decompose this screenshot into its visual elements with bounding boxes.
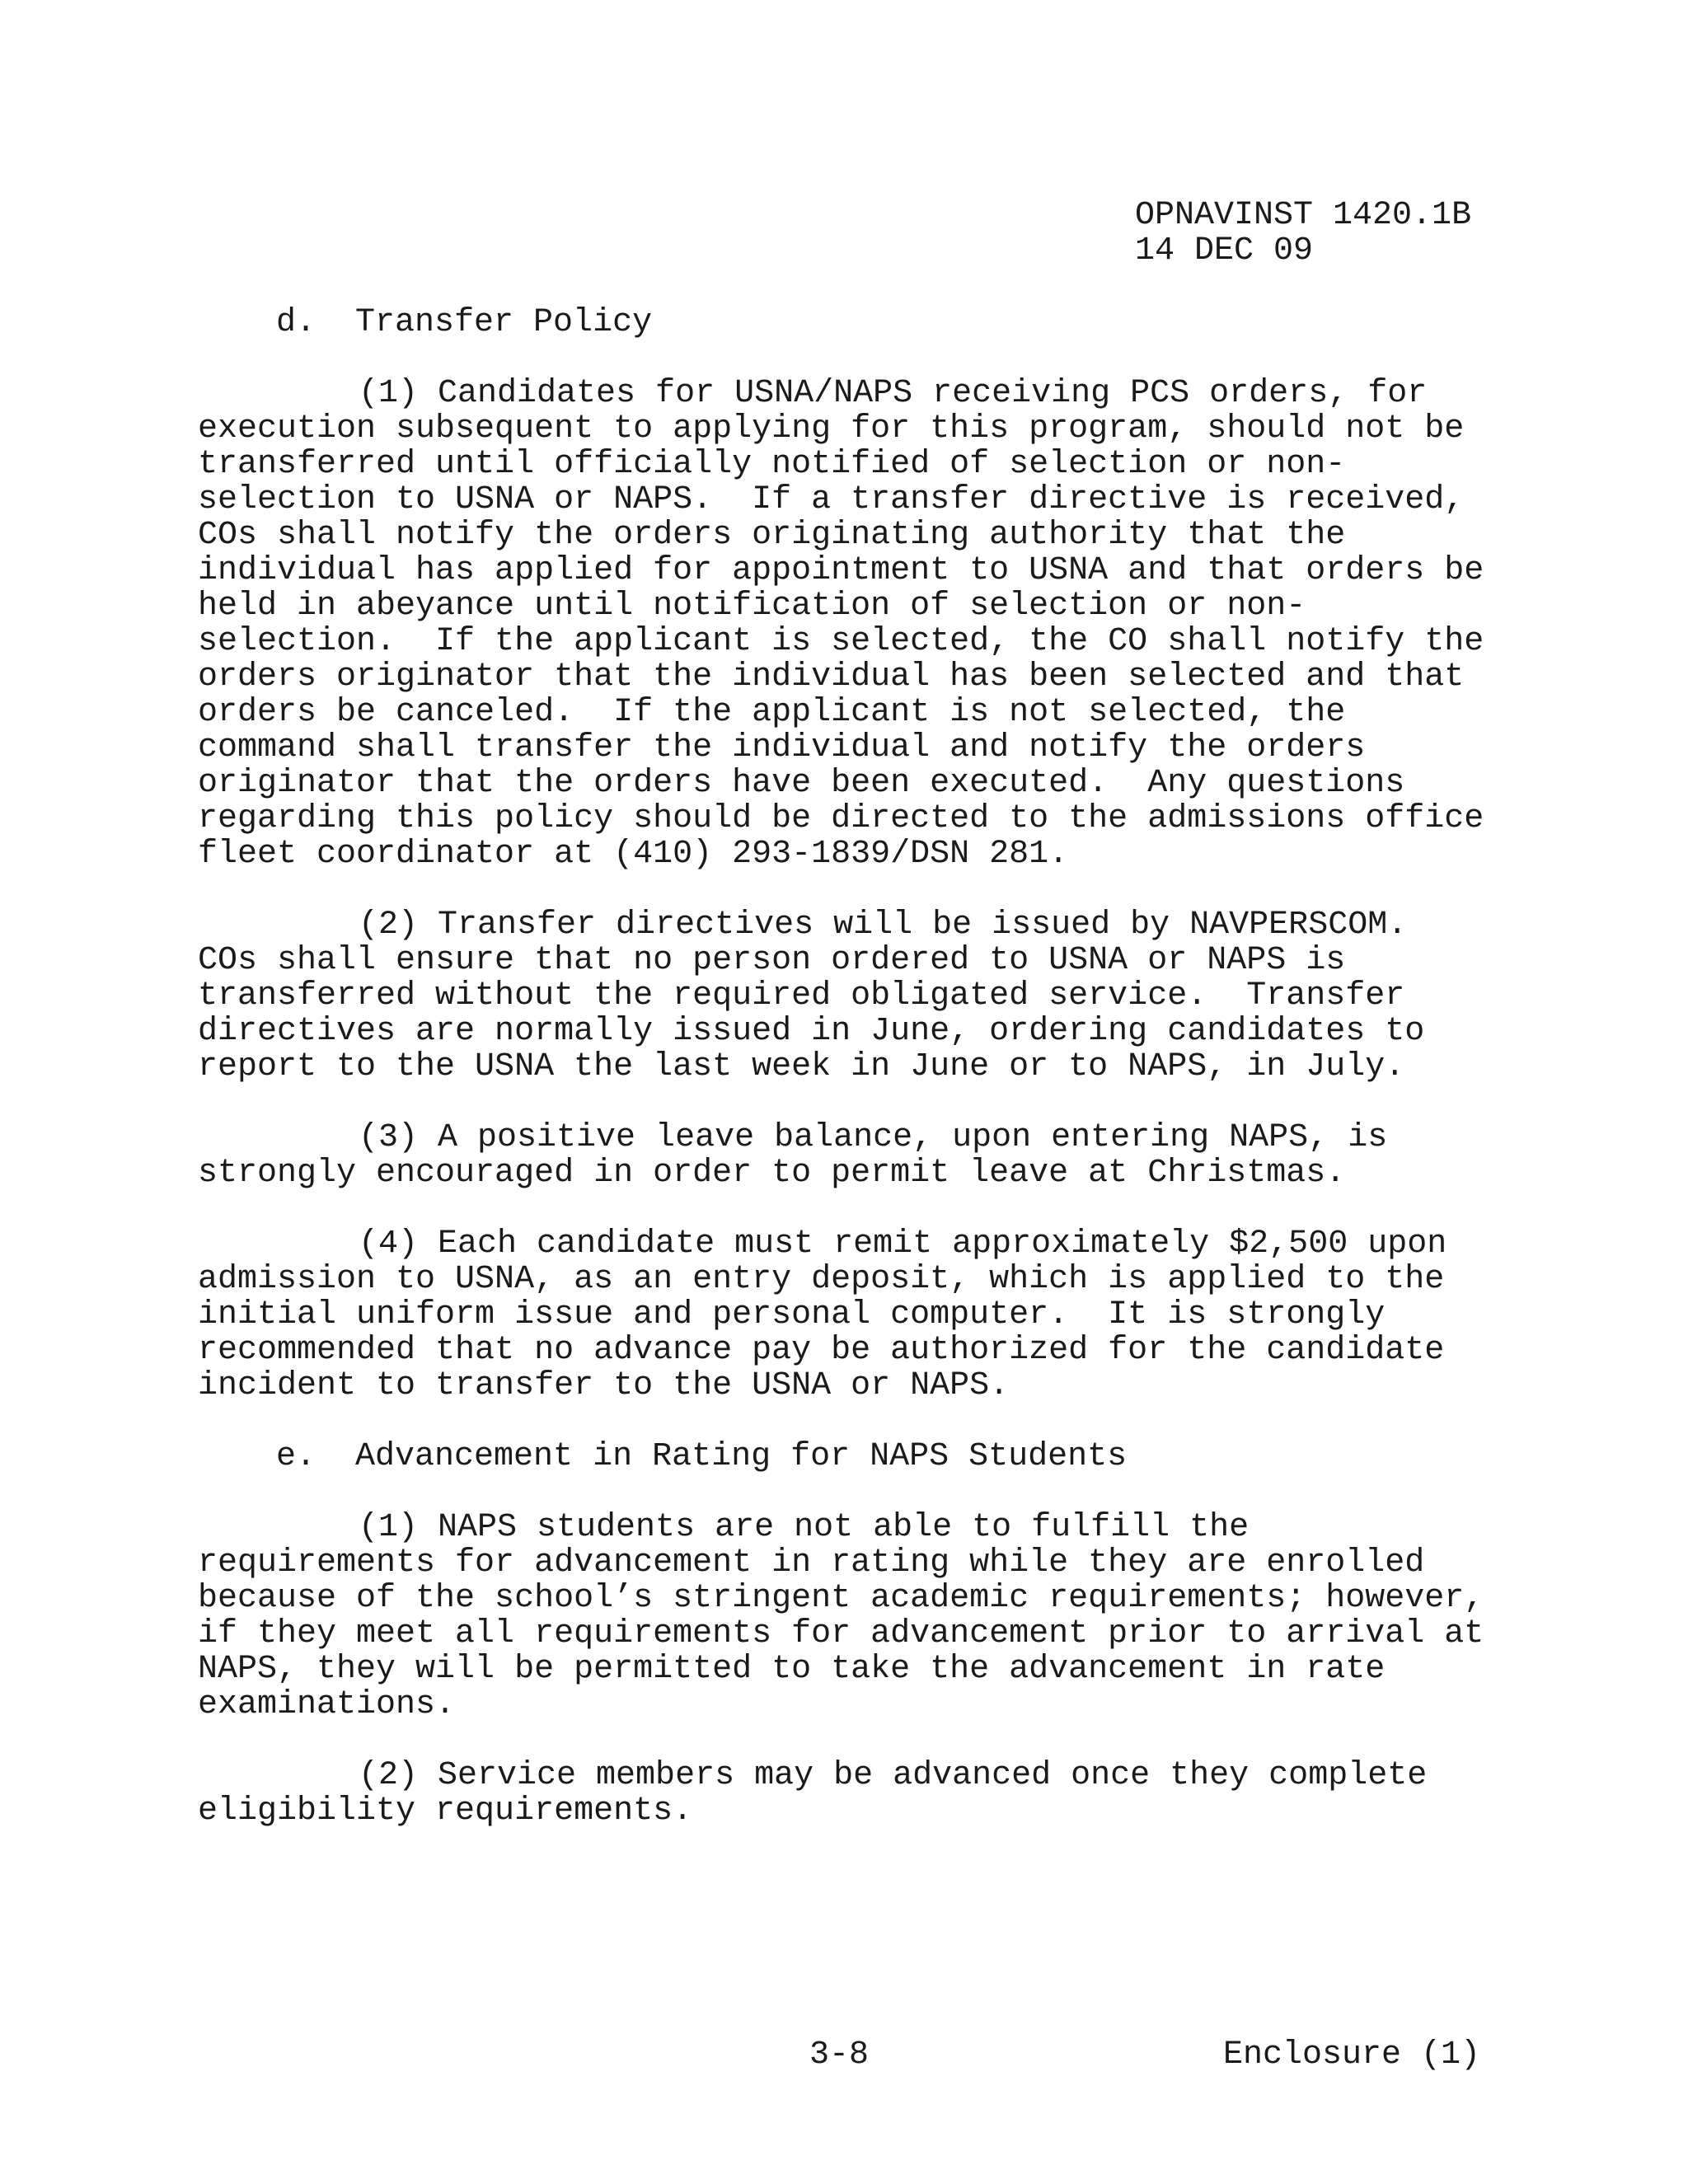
page-number: 3-8 (809, 2036, 870, 2074)
paragraph-line: originator that the orders have been executed. Any questions (198, 765, 1405, 802)
enclosure-label: Enclosure (1) (1223, 2036, 1481, 2074)
paragraph-line: regarding this policy should be directed to the admissions office (198, 800, 1484, 837)
paragraph-line: admission to USNA, as an entry deposit, which is applied to the (198, 1261, 1445, 1298)
paragraph-line: recommended that no advance pay be authorized for the candidate (198, 1332, 1445, 1369)
paragraph-line: directives are normally issued in June, ordering candidates to (198, 1013, 1425, 1050)
paragraph-line: orders be canceled. If the applicant is not selected, the (198, 694, 1346, 731)
paragraph-line: initial uniform issue and personal computer. It is strongly (198, 1296, 1386, 1333)
paragraph-line: selection. If the applicant is selected, the CO shall notify the (198, 623, 1484, 660)
paragraph-line: because of the school’s stringent academic requirements; however, (198, 1580, 1484, 1617)
paragraph-line: execution subsequent to applying for this program, should not be (198, 410, 1465, 448)
paragraph-line: individual has applied for appointment to USNA and that orders be (198, 552, 1484, 589)
section-e-heading: e. Advancement in Rating for NAPS Students (276, 1438, 1128, 1475)
paragraph-line: COs shall notify the orders originating authority that the (198, 517, 1346, 554)
paragraph-line: command shall transfer the individual and notify the orders (198, 729, 1366, 766)
paragraph-line: (2) Service members may be advanced once they complete (359, 1757, 1428, 1794)
paragraph-line: held in abeyance until notification of selection or non- (198, 588, 1306, 625)
paragraph-line: transferred until officially notified of selection or non- (198, 446, 1346, 483)
section-d-heading: d. Transfer Policy (276, 304, 653, 341)
paragraph-line: requirements for advancement in rating while they are enrolled (198, 1544, 1425, 1582)
paragraph-line: (1) Candidates for USNA/NAPS receiving PCS orders, for (359, 375, 1428, 412)
paragraph-line: (4) Each candidate must remit approximately $2,500 upon (359, 1226, 1447, 1263)
paragraph-line: incident to transfer to the USNA or NAPS. (198, 1367, 1010, 1404)
paragraph-line: report to the USNA the last week in June or to NAPS, in July. (198, 1048, 1405, 1085)
paragraph-line: eligibility requirements. (198, 1793, 693, 1830)
paragraph-line: fleet coordinator at (410) 293-1839/DSN 281. (198, 836, 1069, 873)
document-date: 14 DEC 09 (1135, 232, 1314, 269)
paragraph-line: transferred without the required obligated service. Transfer (198, 977, 1405, 1015)
paragraph-line: NAPS, they will be permitted to take the advancement in rate (198, 1651, 1386, 1688)
paragraph-line: if they meet all requirements for advancement prior to arrival at (198, 1615, 1484, 1652)
paragraph-line: selection to USNA or NAPS. If a transfer directive is received, (198, 481, 1465, 518)
paragraph-line: (2) Transfer directives will be issued by NAVPERSCOM. (359, 907, 1408, 944)
paragraph-line: COs shall ensure that no person ordered to USNA or NAPS is (198, 942, 1346, 979)
paragraph-line: orders originator that the individual has been selected and that (198, 658, 1465, 696)
paragraph-line: strongly encouraged in order to permit leave at Christmas. (198, 1155, 1346, 1192)
paragraph-line: (1) NAPS students are not able to fulfill the (359, 1509, 1250, 1546)
paragraph-line: examinations. (198, 1686, 456, 1723)
document-id: OPNAVINST 1420.1B (1135, 197, 1472, 234)
paragraph-line: (3) A positive leave balance, upon entering NAPS, is (359, 1119, 1388, 1156)
